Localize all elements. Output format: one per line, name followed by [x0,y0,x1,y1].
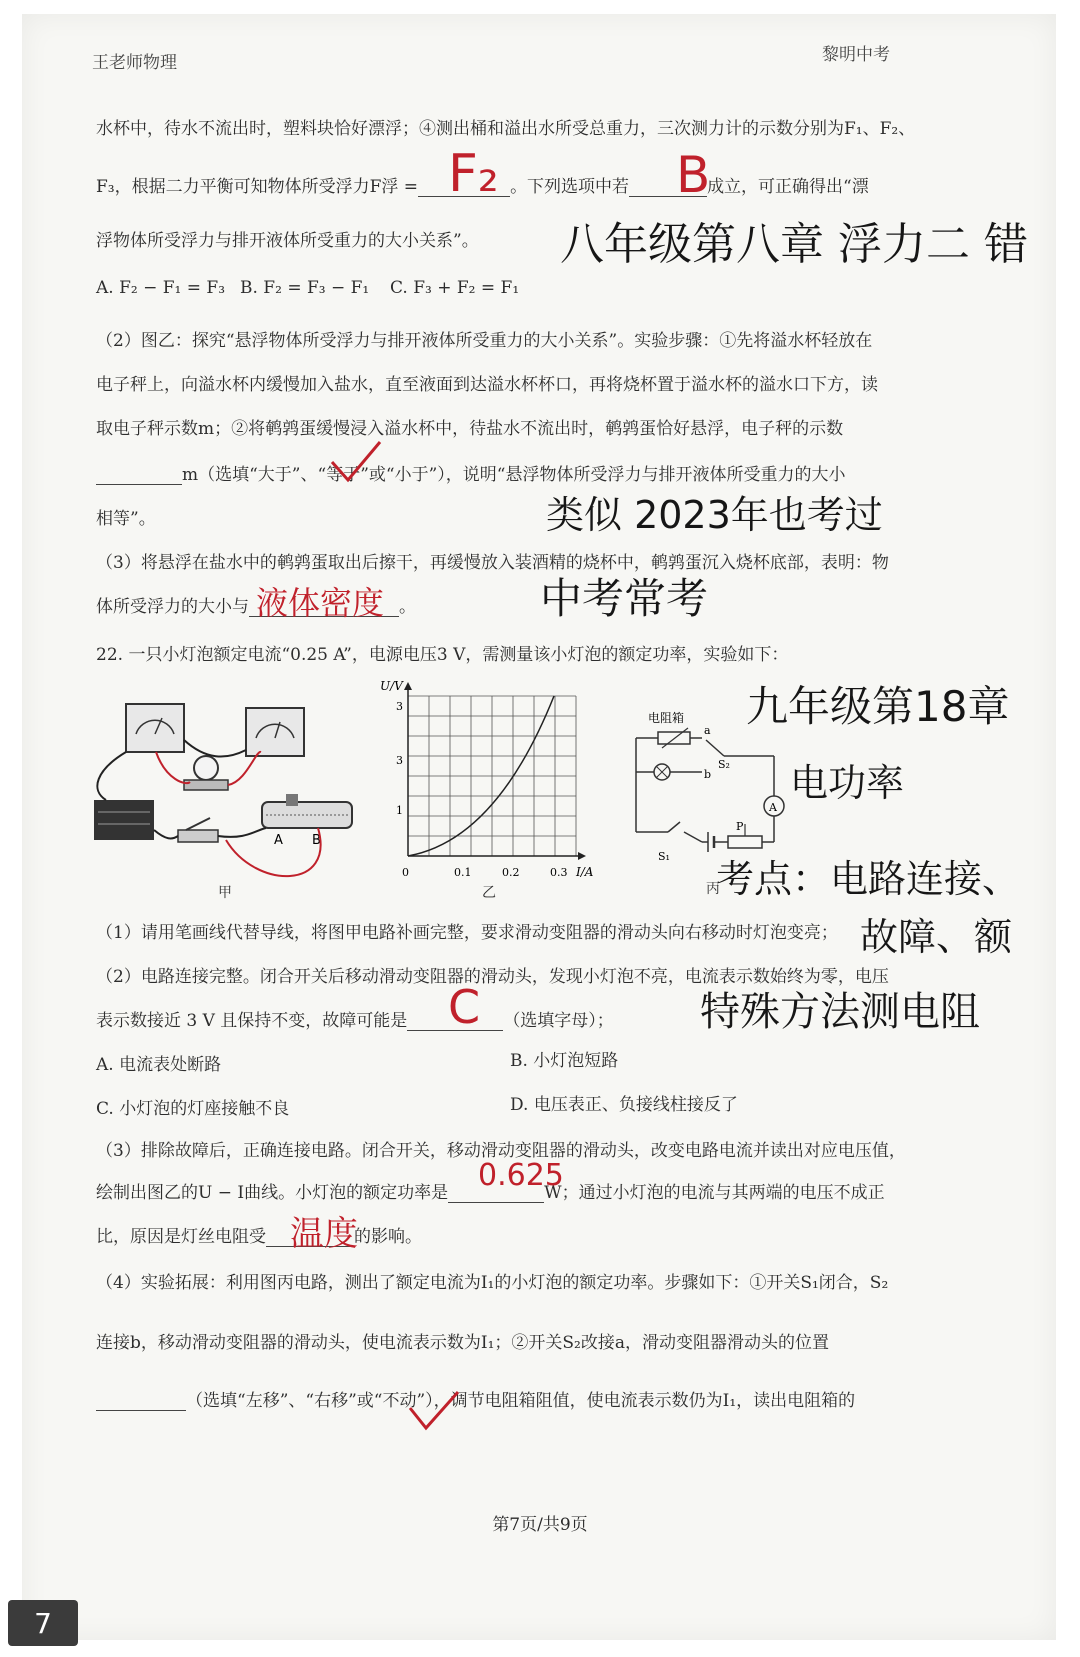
hw-answer-liquid-density: 液体密度 [256,584,385,622]
figure-yi-graph [374,676,614,886]
terminal-b-label: B [312,833,321,848]
q22-p1: （1）请用笔画线代替导线，将图甲电路补画完整，要求滑动变阻器的滑动头向右移动时灯泡变亮； [96,923,838,943]
q21-line2-text-c: 成立，可正确得出“漂 [707,177,869,197]
q22-option-a: A. 电流表处断路 [96,1055,222,1075]
q21-option-c: C. F₃ + F₂ = F₁ [390,278,520,298]
y-axis-label: U/V [380,679,403,693]
graph-grid [408,696,576,856]
slider-label: P [736,820,744,833]
page-footer: 第7页/共9页 [492,1515,588,1535]
q21-p3-line1: （3）将悬浮在盐水中的鹌鹑蛋取出后擦干，再缓慢放入装酒精的烧杯中，鹌鹑蛋沉入烧杯底部，表明：物 [96,553,889,573]
q22-p3-line1: （3）排除故障后，正确连接电路。闭合开关，移动滑动变阻器的滑动头，改变电路电流并读出对应电压值， [96,1141,906,1161]
q21-p2-line1: （2）图乙：探究“悬浮物体所受浮力与排开液体所受重力的大小关系”。实验步骤：①先将溢水杯轻放在 [96,331,873,351]
x-tick-3: 0.3 [550,866,568,879]
terminal-a-label: A [274,833,283,848]
hw-note-chapter18: 九年级第18章 [746,682,1010,731]
q22-option-b: B. 小灯泡短路 [510,1051,619,1071]
q22-p4-line3 [96,1386,855,1411]
q21-p2-line5: 相等”。 [96,509,156,529]
q22-p2-line2-text: 表示数接近 3 V 且保持不变，故障可能是 [96,1011,408,1031]
hw-note-fault: 故障、额 [860,915,1013,959]
q21-p2-line4-text: m（选填“大于”、“等于”或“小于”），说明“悬浮物体所受浮力与排开液体所受重力的大小 [182,465,846,485]
switch-s1 [668,822,680,832]
y-tick-top: 3 [396,700,403,713]
header-left: 王老师物理 [92,53,177,73]
ammeter-device [126,704,184,752]
resistance-box [658,732,690,744]
q22-p4-line3-text: （选填“左移”、“右移”或“不动”），调节电阻箱阻值，使电流表示数仍为I₁，读出电阻箱的 [186,1391,856,1411]
x-tick-1: 0.1 [454,866,472,879]
q21-line1: 水杯中，待水不流出时，塑料块恰好漂浮；④测出桶和溢出水所受总重力，三次测力计的示数分别为F₁、F₂、 [96,119,916,139]
contact-a: a [704,724,711,737]
switch-s1-label: S₁ [658,850,670,863]
hw-answer-c: C [448,980,481,1034]
blank-slider [96,1391,186,1411]
q21-option-b: B. F₂ = F₃ − F₁ [240,278,370,298]
q21-option-a: A. F₂ − F₁ = F₃ [96,278,226,298]
q21-line3: 浮物体所受浮力与排开液体所受重力的大小关系”。 [96,231,479,251]
hw-check-mark-1 [326,436,386,486]
q21-p3-line2-text-b: 。 [399,597,416,617]
q22-option-d: D. 电压表正、负接线柱接反了 [510,1095,738,1115]
figure-jia-circuit [86,690,366,890]
q21-p2-line3: 取电子秤示数m；②将鹌鹑蛋缓慢浸入溢水杯中，待盐水不流出时，鹌鹑蛋恰好悬浮，电子秤的示数 [96,419,844,439]
x-tick-0: 0 [402,866,409,879]
q22-p3-line2-text: 绘制出图乙的U − I曲线。小灯泡的额定功率是 [96,1183,449,1203]
q22-p4-line1: （4）实验拓展：利用图丙电路，测出了额定电流为I₁的小灯泡的额定功率。步骤如下：①开关S₁闭合，S₂ [96,1273,889,1293]
y-tick-mid: 3 [396,754,403,767]
q22-p3-line3 [96,1222,422,1247]
hw-note-2023: 类似 2023年也考过 [546,493,883,537]
caption-jia: 甲 [218,885,232,901]
q22-p2-line2 [96,1006,614,1031]
switch-s2-label: S₂ [718,758,730,771]
caption-yi: 乙 [482,885,496,901]
hw-check-mark-2 [404,1386,464,1436]
page-number-badge: 7 [8,1600,78,1646]
hw-answer-temperature: 温度 [290,1214,358,1254]
contact-b: b [704,768,712,781]
q22-p4-line2: 连接b，移动滑动变阻器的滑动头，使电流表示数为I₁；②开关S₂改接a，滑动变阻器滑动头的位置 [96,1333,830,1353]
blank-compare [96,465,182,485]
hw-answer-power: 0.625 [478,1158,564,1193]
x-axis-label: I/A [576,865,594,879]
q22-p2-line1: （2）电路连接完整。闭合开关后移动滑动变阻器的滑动头，发现小灯泡不亮，电流表示数始终为零，电压 [96,967,889,987]
switch [178,830,218,842]
hw-note-common: 中考常考 [540,574,709,623]
y-tick-low: 1 [396,804,403,817]
hw-answer-f2: F₂ [448,144,499,204]
x-tick-2: 0.2 [502,866,520,879]
q21-p2-line4 [96,460,845,485]
q22-option-c: C. 小灯泡的灯座接触不良 [96,1099,290,1119]
switch-s2 [706,740,724,756]
q22-p2-line2-text-b: （选填字母）； [503,1011,614,1031]
hw-note-power: 电功率 [790,761,905,805]
hw-note-special-method: 特殊方法测电阻 [700,989,980,1035]
q21-line2-text-b: 。下列选项中若 [510,177,630,197]
q21-line2-text: F₃，根据二力平衡可知物体所受浮力F浮 = [96,177,419,197]
q21-p3-line2-text: 体所受浮力的大小与 [96,597,249,617]
hw-note-chapter8: 八年级第八章 浮力二 错 [560,219,1028,270]
ammeter-label: A [769,801,777,814]
voltmeter-device [246,708,304,756]
q21-p2-line2: 电子秤上，向溢水杯内缓慢加入盐水，直至液面到达溢水杯杯口，再将烧杯置于溢水杯的溢水口下方，读 [96,375,878,395]
rheostat-symbol [728,836,762,848]
q22-intro: 22. 一只小灯泡额定电流“0.25 A”，电源电压3 V，需测量该小灯泡的额定功率，实验如下： [96,645,789,665]
battery-box [94,800,154,840]
hw-answer-b: B [676,146,711,204]
header-right: 黎明中考 [822,45,890,65]
resistance-box-label: 电阻箱 [648,711,685,725]
q22-p3-line2-text-b: W；通过小灯泡的电流与其两端的电压不成正 [544,1183,885,1203]
q22-p3-line3-text: 比，原因是灯丝电阻受 [96,1227,266,1247]
hw-note-topics: 考点：电路连接、 [716,857,1021,901]
q22-p3-line3-text-b: 的影响。 [354,1227,422,1247]
caption-bing: 丙 [706,881,720,897]
bulb [194,756,218,780]
